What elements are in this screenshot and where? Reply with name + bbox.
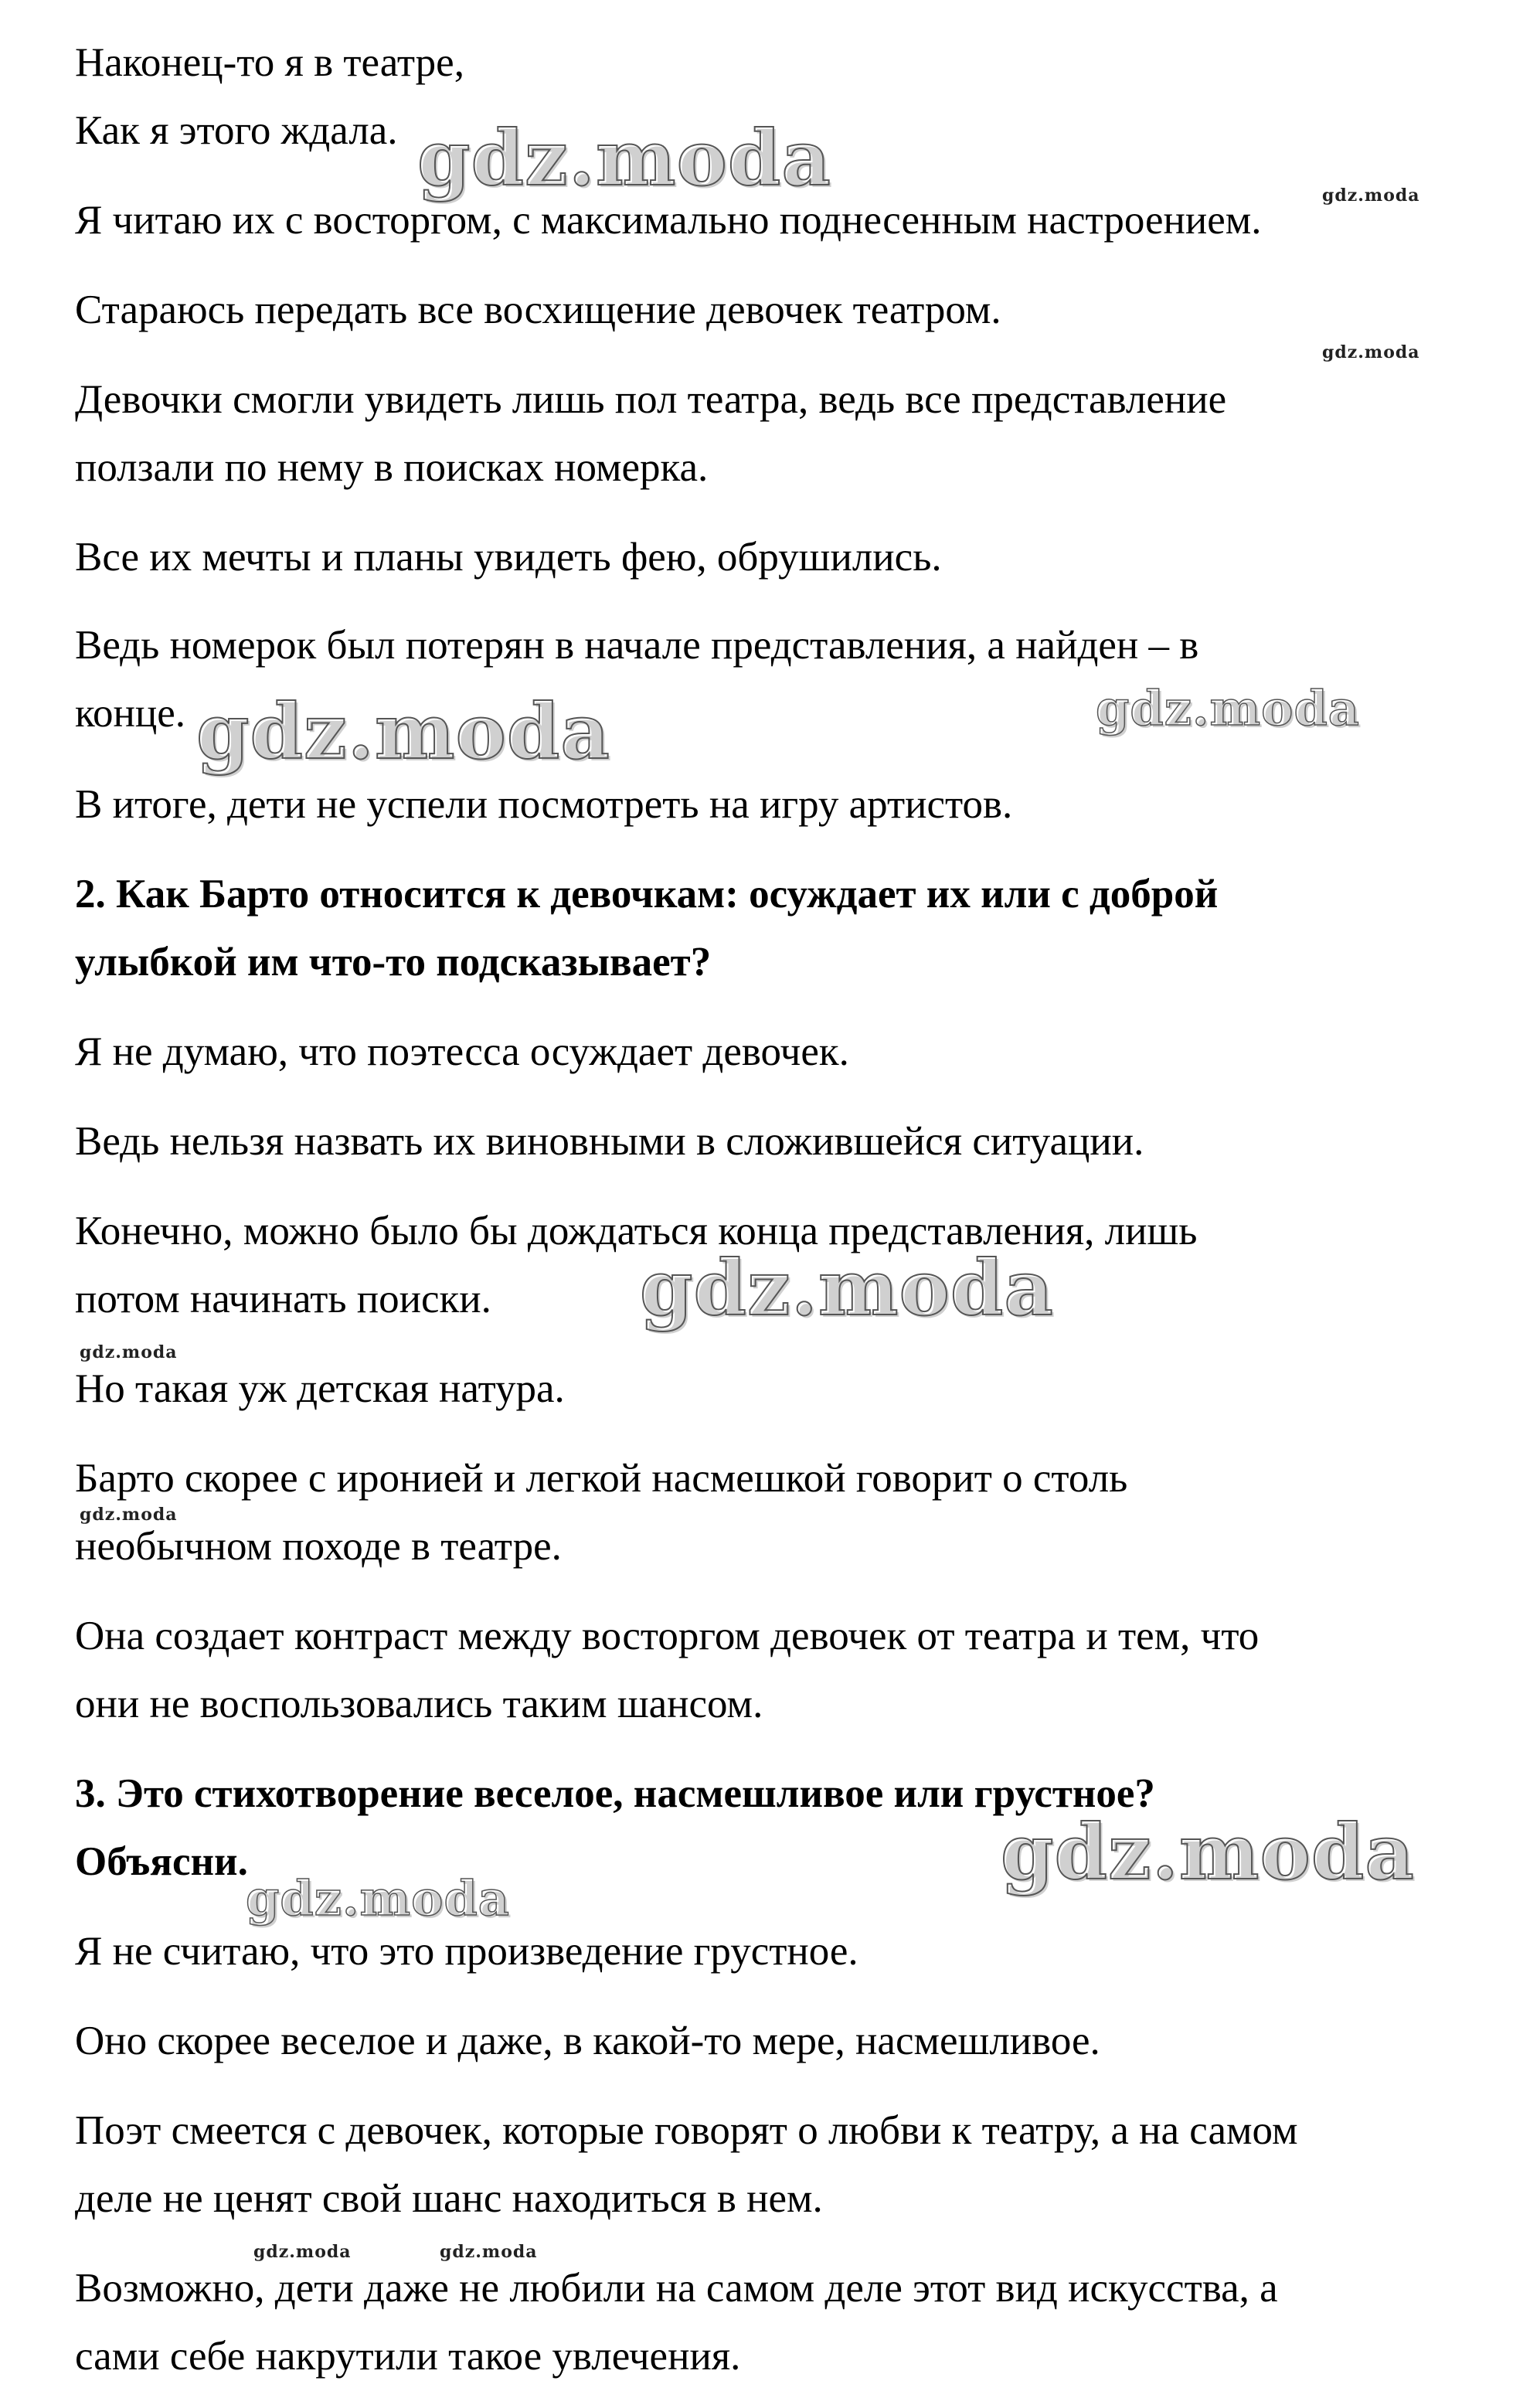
text-line: они не воспользовались таким шансом.	[75, 1682, 763, 1726]
watermark-logo: gdz.moda	[640, 1244, 1054, 1333]
text-line: Я не считаю, что это произведение грустное.	[75, 1929, 858, 1974]
text-line: Оно скорее веселое и даже, в какой-то мере, насмешливое.	[75, 2019, 1100, 2063]
watermark-logo: gdz.moda	[196, 688, 610, 777]
text-line: Возможно, дети даже не любили на самом деле этот вид искусства, а	[75, 2266, 1278, 2311]
watermark-logo: gdz.moda	[1001, 1808, 1415, 1897]
watermark-logo: gdz.moda	[246, 1870, 510, 1927]
text-line: Она создает контраст между восторгом девочек от театра и тем, что	[75, 1614, 1260, 1658]
text-line: Поэт смеется с девочек, которые говорят о любви к театру, а на самом	[75, 2108, 1298, 2153]
watermark-logo: gdz.moda	[1322, 185, 1420, 206]
watermark-logo: gdz.moda	[80, 1342, 178, 1362]
watermark-logo: gdz.moda	[253, 2242, 352, 2262]
text-line: сами себе накрутили такое увлечения.	[75, 2334, 741, 2379]
text-line: Но такая уж детская натура.	[75, 1366, 565, 1411]
text-line: Конечно, можно было бы дождаться конца представления, лишь	[75, 1209, 1198, 1253]
text-line: Как я этого ждала.	[75, 108, 398, 153]
watermark-logo: gdz.moda	[1322, 342, 1420, 362]
question-heading: 3. Это стихотворение веселое, насмешливое или грустное?	[75, 1771, 1155, 1816]
question-heading: улыбкой им что-то подсказывает?	[75, 940, 712, 985]
text-line: Девочки смогли увидеть лишь пол театра, ведь все представление	[75, 377, 1227, 422]
text-line: Стараюсь передать все восхищение девочек театром.	[75, 287, 1001, 332]
question-heading: Объясни.	[75, 1839, 248, 1884]
text-line: Ведь номерок был потерян в начале представления, а найден – в	[75, 623, 1199, 668]
watermark-logo: gdz.moda	[1096, 680, 1360, 736]
text-line: конце.	[75, 691, 186, 736]
text-line: необычном походе в театре.	[75, 1524, 562, 1569]
text-line: ползали по нему в поисках номерка.	[75, 445, 709, 490]
text-line: В итоге, дети не успели посмотреть на игру артистов.	[75, 782, 1013, 827]
watermark-logo: gdz.moda	[417, 114, 831, 203]
text-line: потом начинать поиски.	[75, 1277, 491, 1321]
text-line: Барто скорее с иронией и легкой насмешкой говорит о столь	[75, 1456, 1128, 1501]
text-line: Все их мечты и планы увидеть фею, обрушились.	[75, 535, 942, 580]
question-heading: 2. Как Барто относится к девочкам: осуждает их или с доброй	[75, 872, 1219, 917]
text-line: Ведь нельзя назвать их виновными в сложившейся ситуации.	[75, 1119, 1144, 1164]
text-line: Наконец-то я в театре,	[75, 40, 464, 85]
text-line: деле не ценят свой шанс находиться в нем.	[75, 2176, 823, 2221]
text-line: Я не думаю, что поэтесса осуждает девочек.	[75, 1029, 849, 1074]
watermark-logo: gdz.moda	[440, 2242, 538, 2262]
text-line: Я читаю их с восторгом, с максимально поднесенным настроением.	[75, 198, 1262, 243]
watermark-logo: gdz.moda	[80, 1505, 178, 1525]
